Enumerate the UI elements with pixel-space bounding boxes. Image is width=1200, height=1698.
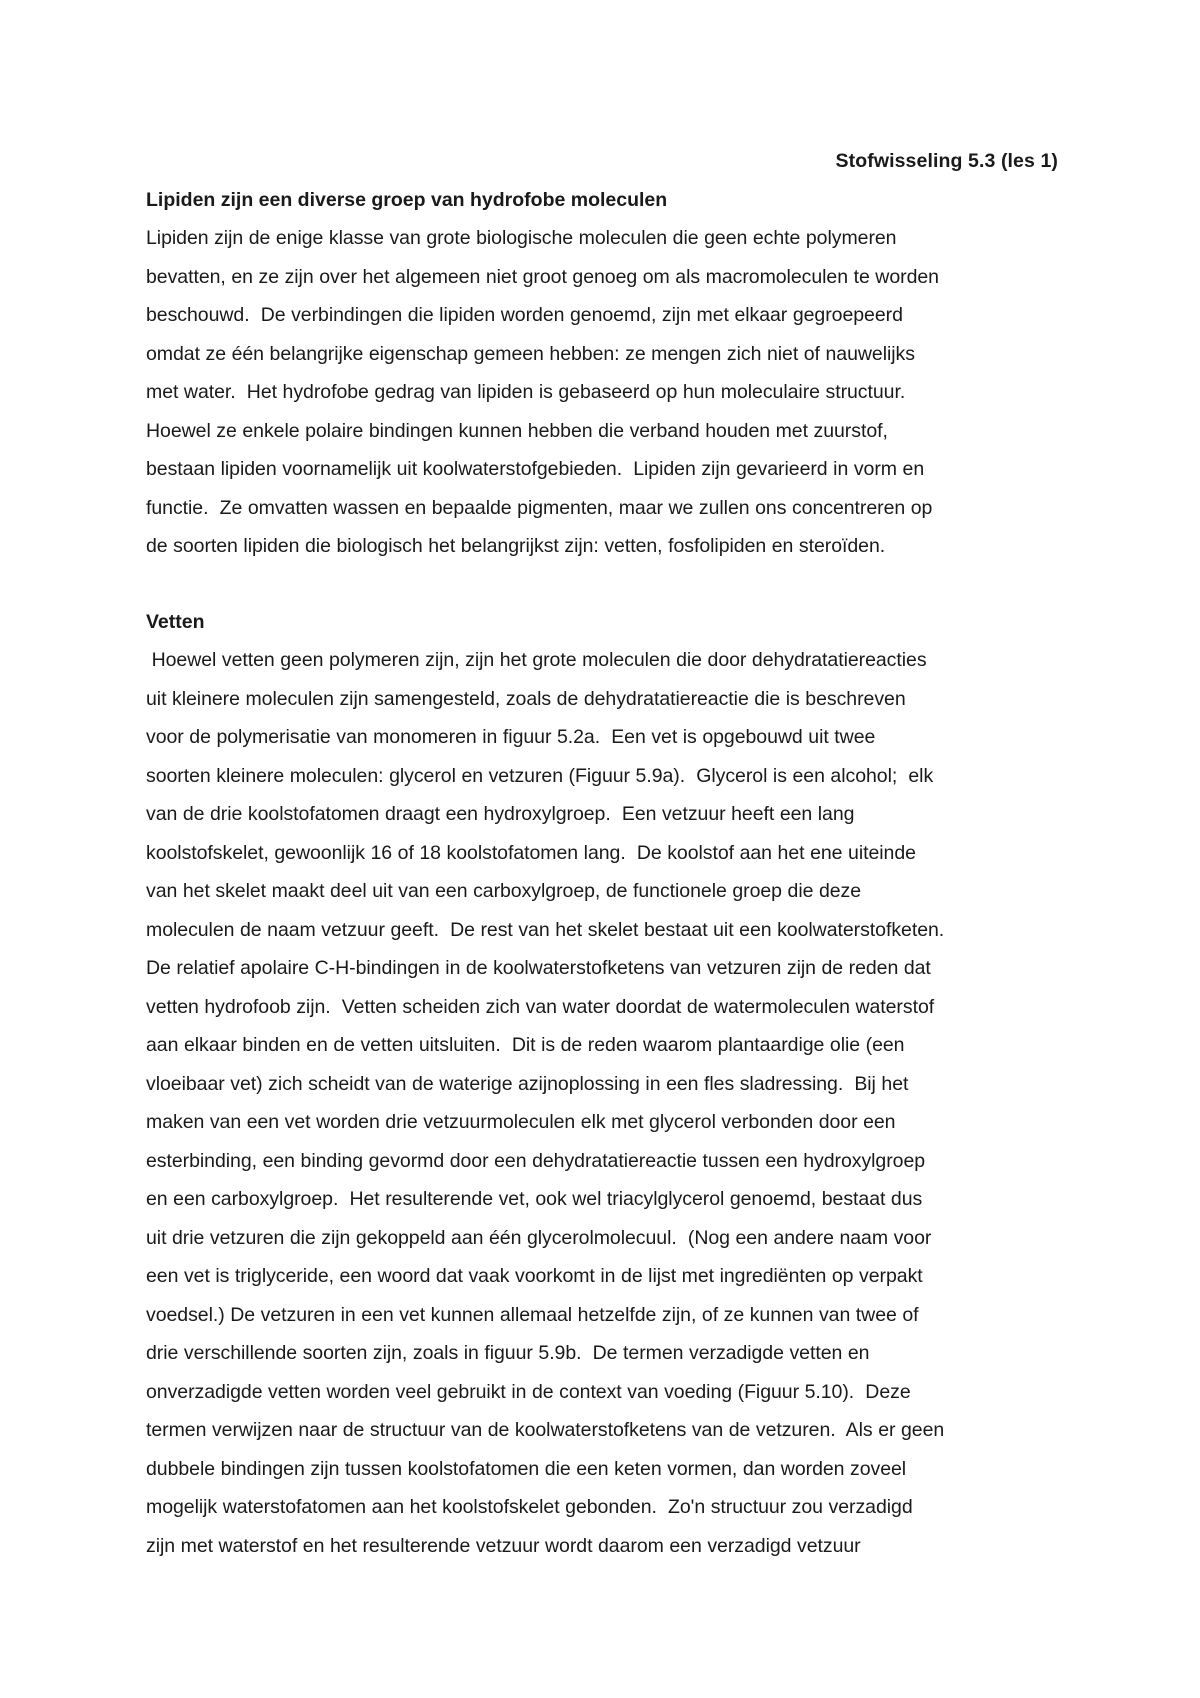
document-header: Stofwisseling 5.3 (les 1) <box>835 150 1058 172</box>
text-line: Lipiden zijn de enige klasse van grote biologische moleculen die geen echte polymeren <box>146 227 897 249</box>
text-line: met water. Het hydrofobe gedrag van lipiden is gebaseerd op hun moleculaire structuur. <box>146 381 906 403</box>
text-line: bevatten, en ze zijn over het algemeen niet groot genoeg om als macromoleculen te worden <box>146 265 939 288</box>
text-line: zijn met waterstof en het resulterende vetzuur wordt daarom een verzadigd vetzuur <box>146 1534 861 1557</box>
text-line: koolstofskelet, gewoonlijk 16 of 18 koolstofatomen lang. De koolstof aan het ene uiteinde <box>146 841 916 864</box>
text-line: mogelijk waterstofatomen aan het koolstofskelet gebonden. Zo'n structuur zou verzadigd <box>146 1496 913 1518</box>
text-line: de soorten lipiden die biologisch het belangrijkst zijn: vetten, fosfolipiden en steroïden. <box>146 535 886 557</box>
text-line: vloeibaar vet) zich scheidt van de waterige azijnoplossing in een fles sladressing. Bij het <box>146 1072 909 1095</box>
text-line: omdat ze één belangrijke eigenschap gemeen hebben: ze mengen zich niet of nauwelijks <box>146 342 915 365</box>
text-line: voedsel.) De vetzuren in een vet kunnen allemaal hetzelfde zijn, of ze kunnen van twee of <box>146 1303 919 1326</box>
section-title-vetten: Vetten <box>146 610 205 633</box>
text-line: aan elkaar binden en de vetten uitsluiten. Dit is de reden waarom plantaardige olie (een <box>146 1034 905 1056</box>
text-line: uit drie vetzuren die zijn gekoppeld aan één glycerolmolecuul. (Nog een andere naam voor <box>146 1226 932 1249</box>
text-line: Hoewel ze enkele polaire bindingen kunnen hebben die verband houden met zuurstof, <box>146 419 888 442</box>
text-line: Hoewel vetten geen polymeren zijn, zijn het grote moleculen die door dehydratatiereacties <box>146 649 927 671</box>
text-line: onverzadigde vetten worden veel gebruikt in de context van voeding (Figuur 5.10). Deze <box>146 1380 911 1403</box>
text-line: dubbele bindingen zijn tussen koolstofatomen die een keten vormen, dan worden zoveel <box>146 1457 907 1480</box>
text-line: moleculen de naam vetzuur geeft. De rest van het skelet bestaat uit een koolwaterstofketen. <box>146 918 945 941</box>
text-line: maken van een vet worden drie vetzuurmoleculen elk met glycerol verbonden door een <box>146 1111 896 1133</box>
text-line: een vet is triglyceride, een woord dat vaak voorkomt in de lijst met ingrediënten op verpakt <box>146 1265 923 1287</box>
text-line: voor de polymerisatie van monomeren in figuur 5.2a. Een vet is opgebouwd uit twee <box>146 726 876 748</box>
text-line: en een carboxylgroep. Het resulterende vet, ook wel triacylglycerol genoemd, bestaat dus <box>146 1188 923 1210</box>
paragraph-vetten <box>146 641 1062 1565</box>
text-line: termen verwijzen naar de structuur van de koolwaterstofketens van de vetzuren. Als er geen <box>146 1419 945 1441</box>
text-line: uit kleinere moleculen zijn samengesteld, zoals de dehydratatiereactie die is beschreven <box>146 687 906 710</box>
section-title-lipiden: Lipiden zijn een diverse groep van hydrofobe moleculen <box>146 188 668 211</box>
text-line: soorten kleinere moleculen: glycerol en vetzuren (Figuur 5.9a). Glycerol is een alcohol; elk <box>146 764 934 787</box>
text-line: De relatief apolaire C-H-bindingen in de koolwaterstofketens van vetzuren zijn de reden dat <box>146 957 931 979</box>
text-line: beschouwd. De verbindingen die lipiden worden genoemd, zijn met elkaar gegroepeerd <box>146 304 903 326</box>
text-line: functie. Ze omvatten wassen en bepaalde pigmenten, maar we zullen ons concentreren op <box>146 496 933 519</box>
text-line: van de drie koolstofatomen draagt een hydroxylgroep. Een vetzuur heeft een lang <box>146 803 855 825</box>
paragraph-lipiden <box>146 219 1062 566</box>
document-body <box>146 142 1062 1565</box>
text-line: bestaan lipiden voornamelijk uit koolwaterstofgebieden. Lipiden zijn gevarieerd in vorm en <box>146 458 925 480</box>
paragraph-spacer <box>146 566 1062 603</box>
text-line: van het skelet maakt deel uit van een carboxylgroep, de functionele groep die deze <box>146 880 862 902</box>
text-line: vetten hydrofoob zijn. Vetten scheiden zich van water doordat de watermoleculen waterstof <box>146 995 935 1018</box>
text-line: esterbinding, een binding gevormd door een dehydratatiereactie tussen een hydroxylgroep <box>146 1149 926 1172</box>
text-line: drie verschillende soorten zijn, zoals in figuur 5.9b. De termen verzadigde vetten en <box>146 1342 870 1364</box>
